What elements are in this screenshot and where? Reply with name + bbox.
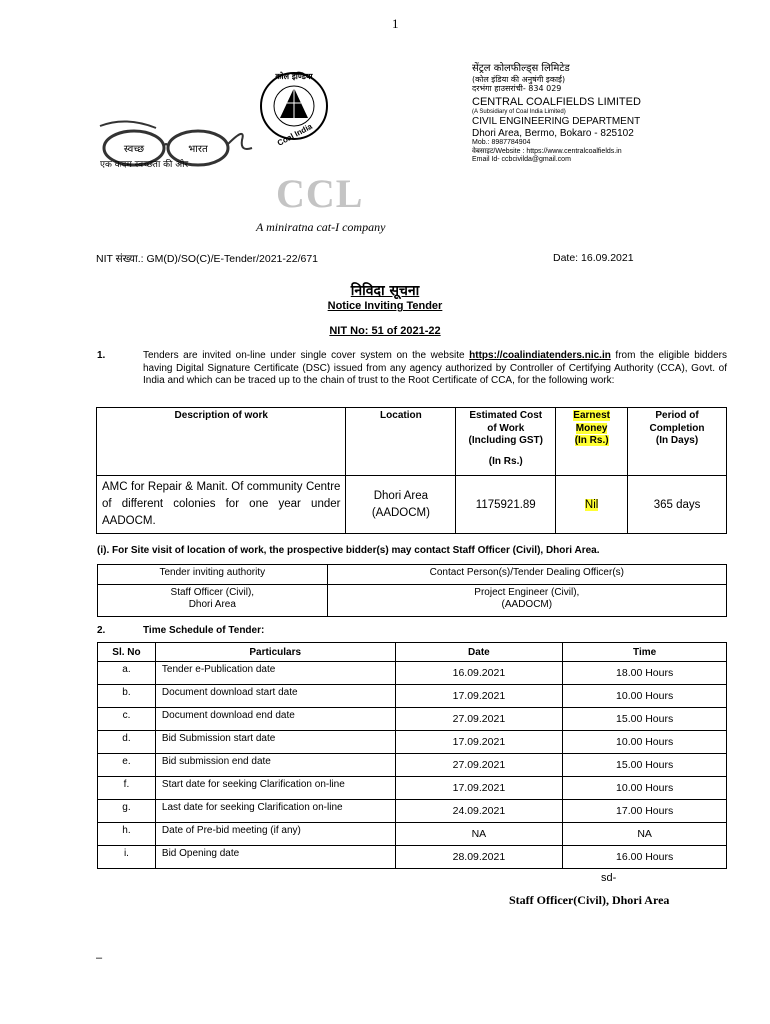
schedule-time: 17.00 Hours <box>563 800 727 823</box>
work-description: AMC for Repair & Manit. Of community Centre of different colonies for one year under AADOCM. <box>97 476 346 534</box>
signature-sd: sd- <box>601 872 617 884</box>
schedule-time: 18.00 Hours <box>563 662 727 685</box>
schedule-date: 27.09.2021 <box>395 754 563 777</box>
schedule-sl: b. <box>98 685 156 708</box>
swachh-caption: एक कदम स्वच्छता की ओर <box>100 160 189 170</box>
schedule-date: 24.09.2021 <box>395 800 563 823</box>
hindi-company-name: सेंट्रल कोलफील्ड्स लिमिटेड <box>472 63 570 74</box>
hindi-contact: दरभंगा हाउसरांची- 834 029 <box>472 84 562 94</box>
page-number: 1 <box>392 16 399 31</box>
para-text <box>143 350 727 388</box>
para-text-after: from the eligible bidders having Digital Signature Certificate (DSC) issued from any agency authorized by Controller of Certifying Authority (CCA), Govt. of India and which can be traced up to the chain of trust to the Root Certificate of CCA, for the following work: <box>143 350 727 386</box>
work-location: Dhori Area (AADOCM) <box>346 476 456 534</box>
schedule-particulars: Date of Pre-bid meeting (if any) <box>155 823 395 846</box>
schedule-date: 27.09.2021 <box>395 708 563 731</box>
title-english: Notice Inviting Tender <box>327 300 443 312</box>
address: Dhori Area, Bermo, Bokaro - 825102 <box>472 127 634 139</box>
schedule-header-date: Date <box>395 643 563 662</box>
schedule-date: 28.09.2021 <box>395 846 563 869</box>
schedule-particulars: Last date for seeking Clarification on-line <box>155 800 395 823</box>
table-row <box>98 662 727 685</box>
table-row <box>98 800 727 823</box>
schedule-date: 17.09.2021 <box>395 731 563 754</box>
schedule-sl: h. <box>98 823 156 846</box>
work-period: 365 days <box>628 476 727 534</box>
work-emd: Nil <box>556 476 628 534</box>
schedule-sl: d. <box>98 731 156 754</box>
schedule-particulars: Document download start date <box>155 685 395 708</box>
header-location: Location <box>346 408 456 476</box>
work-table <box>96 407 727 534</box>
schedule-particulars: Document download end date <box>155 708 395 731</box>
schedule-date: NA <box>395 823 563 846</box>
schedule-particulars: Bid submission end date <box>155 754 395 777</box>
contact-header-authority: Tender inviting authority <box>98 565 328 585</box>
footer-dash: – <box>96 952 103 964</box>
schedule-header-sl: Sl. No <box>98 643 156 662</box>
schedule-date: 17.09.2021 <box>395 685 563 708</box>
schedule-time: 16.00 Hours <box>563 846 727 869</box>
hindi-subsidiary: (कोल इंडिया की अनुषंगी इकाई) <box>472 74 566 84</box>
schedule-sl: e. <box>98 754 156 777</box>
schedule-title: Time Schedule of Tender: <box>143 625 265 636</box>
schedule-sl: i. <box>98 846 156 869</box>
company-header <box>472 63 641 164</box>
ccl-logo: CCL <box>276 171 364 216</box>
contact-table <box>97 564 727 617</box>
nit-date: Date: 16.09.2021 <box>553 252 634 264</box>
schedule-particulars: Bid Submission start date <box>155 731 395 754</box>
website: वेबसाइट/Website : https://www.centralcoalfields.in <box>472 147 622 155</box>
schedule-number: 2. <box>97 625 106 636</box>
tagline: A miniratna cat-I company <box>256 220 386 234</box>
header-earnest-money: Earnest Money (In Rs.) <box>556 408 628 476</box>
table-row <box>97 476 727 534</box>
schedule-particulars: Start date for seeking Clarification on-line <box>155 777 395 800</box>
seal-bottom-text: Coal India <box>275 121 314 148</box>
schedule-header-particulars: Particulars <box>155 643 395 662</box>
table-row <box>98 846 727 869</box>
tender-website-link[interactable]: https://coalindiatenders.nic.in <box>469 350 611 361</box>
schedule-sl: f. <box>98 777 156 800</box>
subsidiary-note: (A Subsidiary of Coal India Limited) <box>472 108 566 115</box>
schedule-sl: g. <box>98 800 156 823</box>
coal-india-seal <box>258 66 330 152</box>
para-number: 1. <box>97 350 106 361</box>
schedule-sl: a. <box>98 662 156 685</box>
schedule-table <box>97 642 727 869</box>
schedule-particulars: Bid Opening date <box>155 846 395 869</box>
table-row <box>98 708 727 731</box>
mobile: Mob.: 8987784904 <box>472 139 531 147</box>
header-description: Description of work <box>97 408 346 476</box>
table-row <box>98 731 727 754</box>
contact-header-person: Contact Person(s)/Tender Dealing Officer(s) <box>327 565 726 585</box>
swachh-left-label: स्वच्छ <box>123 144 145 155</box>
schedule-time: 10.00 Hours <box>563 731 727 754</box>
table-row <box>98 823 727 846</box>
para-text-before: Tenders are invited on-line under single cover system on the website <box>143 350 470 361</box>
schedule-time: 10.00 Hours <box>563 685 727 708</box>
signer-designation: Staff Officer(Civil), Dhori Area <box>509 893 670 907</box>
schedule-time: 10.00 Hours <box>563 777 727 800</box>
header-estimated-cost: Estimated Cost of Work (Including GST) (In Rs.) <box>456 408 556 476</box>
company-name: CENTRAL COALFIELDS LIMITED <box>472 95 641 108</box>
schedule-date: 16.09.2021 <box>395 662 563 685</box>
schedule-particulars: Tender e-Publication date <box>155 662 395 685</box>
work-cost: 1175921.89 <box>456 476 556 534</box>
site-visit-note: (i). For Site visit of location of work, the prospective bidder(s) may contact Staff Officer (Civil), Dhori Area. <box>97 545 600 556</box>
table-row <box>98 777 727 800</box>
schedule-sl: c. <box>98 708 156 731</box>
nit-reference: NIT संख्या.: GM(D)/SO(C)/E-Tender/2021-22/671 <box>96 253 319 265</box>
title-hindi: निविदा सूचना <box>350 283 420 299</box>
table-row <box>98 754 727 777</box>
swachh-right-label: भारत <box>188 144 208 155</box>
table-row <box>98 685 727 708</box>
schedule-date: 17.09.2021 <box>395 777 563 800</box>
schedule-header-time: Time <box>563 643 727 662</box>
contact-authority: Staff Officer (Civil), Dhori Area <box>98 585 328 617</box>
contact-person: Project Engineer (Civil), (AADOCM) <box>327 585 726 617</box>
seal-top-text: कोल इण्डिया <box>275 72 313 81</box>
schedule-time: NA <box>563 823 727 846</box>
header-period: Period of Completion (In Days) <box>628 408 727 476</box>
nit-number: NIT No: 51 of 2021-22 <box>329 325 441 337</box>
schedule-time: 15.00 Hours <box>563 754 727 777</box>
department: CIVIL ENGINEERING DEPARTMENT <box>472 115 641 127</box>
email: Email Id- ccbcivilda@gmail.com <box>472 155 571 163</box>
schedule-time: 15.00 Hours <box>563 708 727 731</box>
